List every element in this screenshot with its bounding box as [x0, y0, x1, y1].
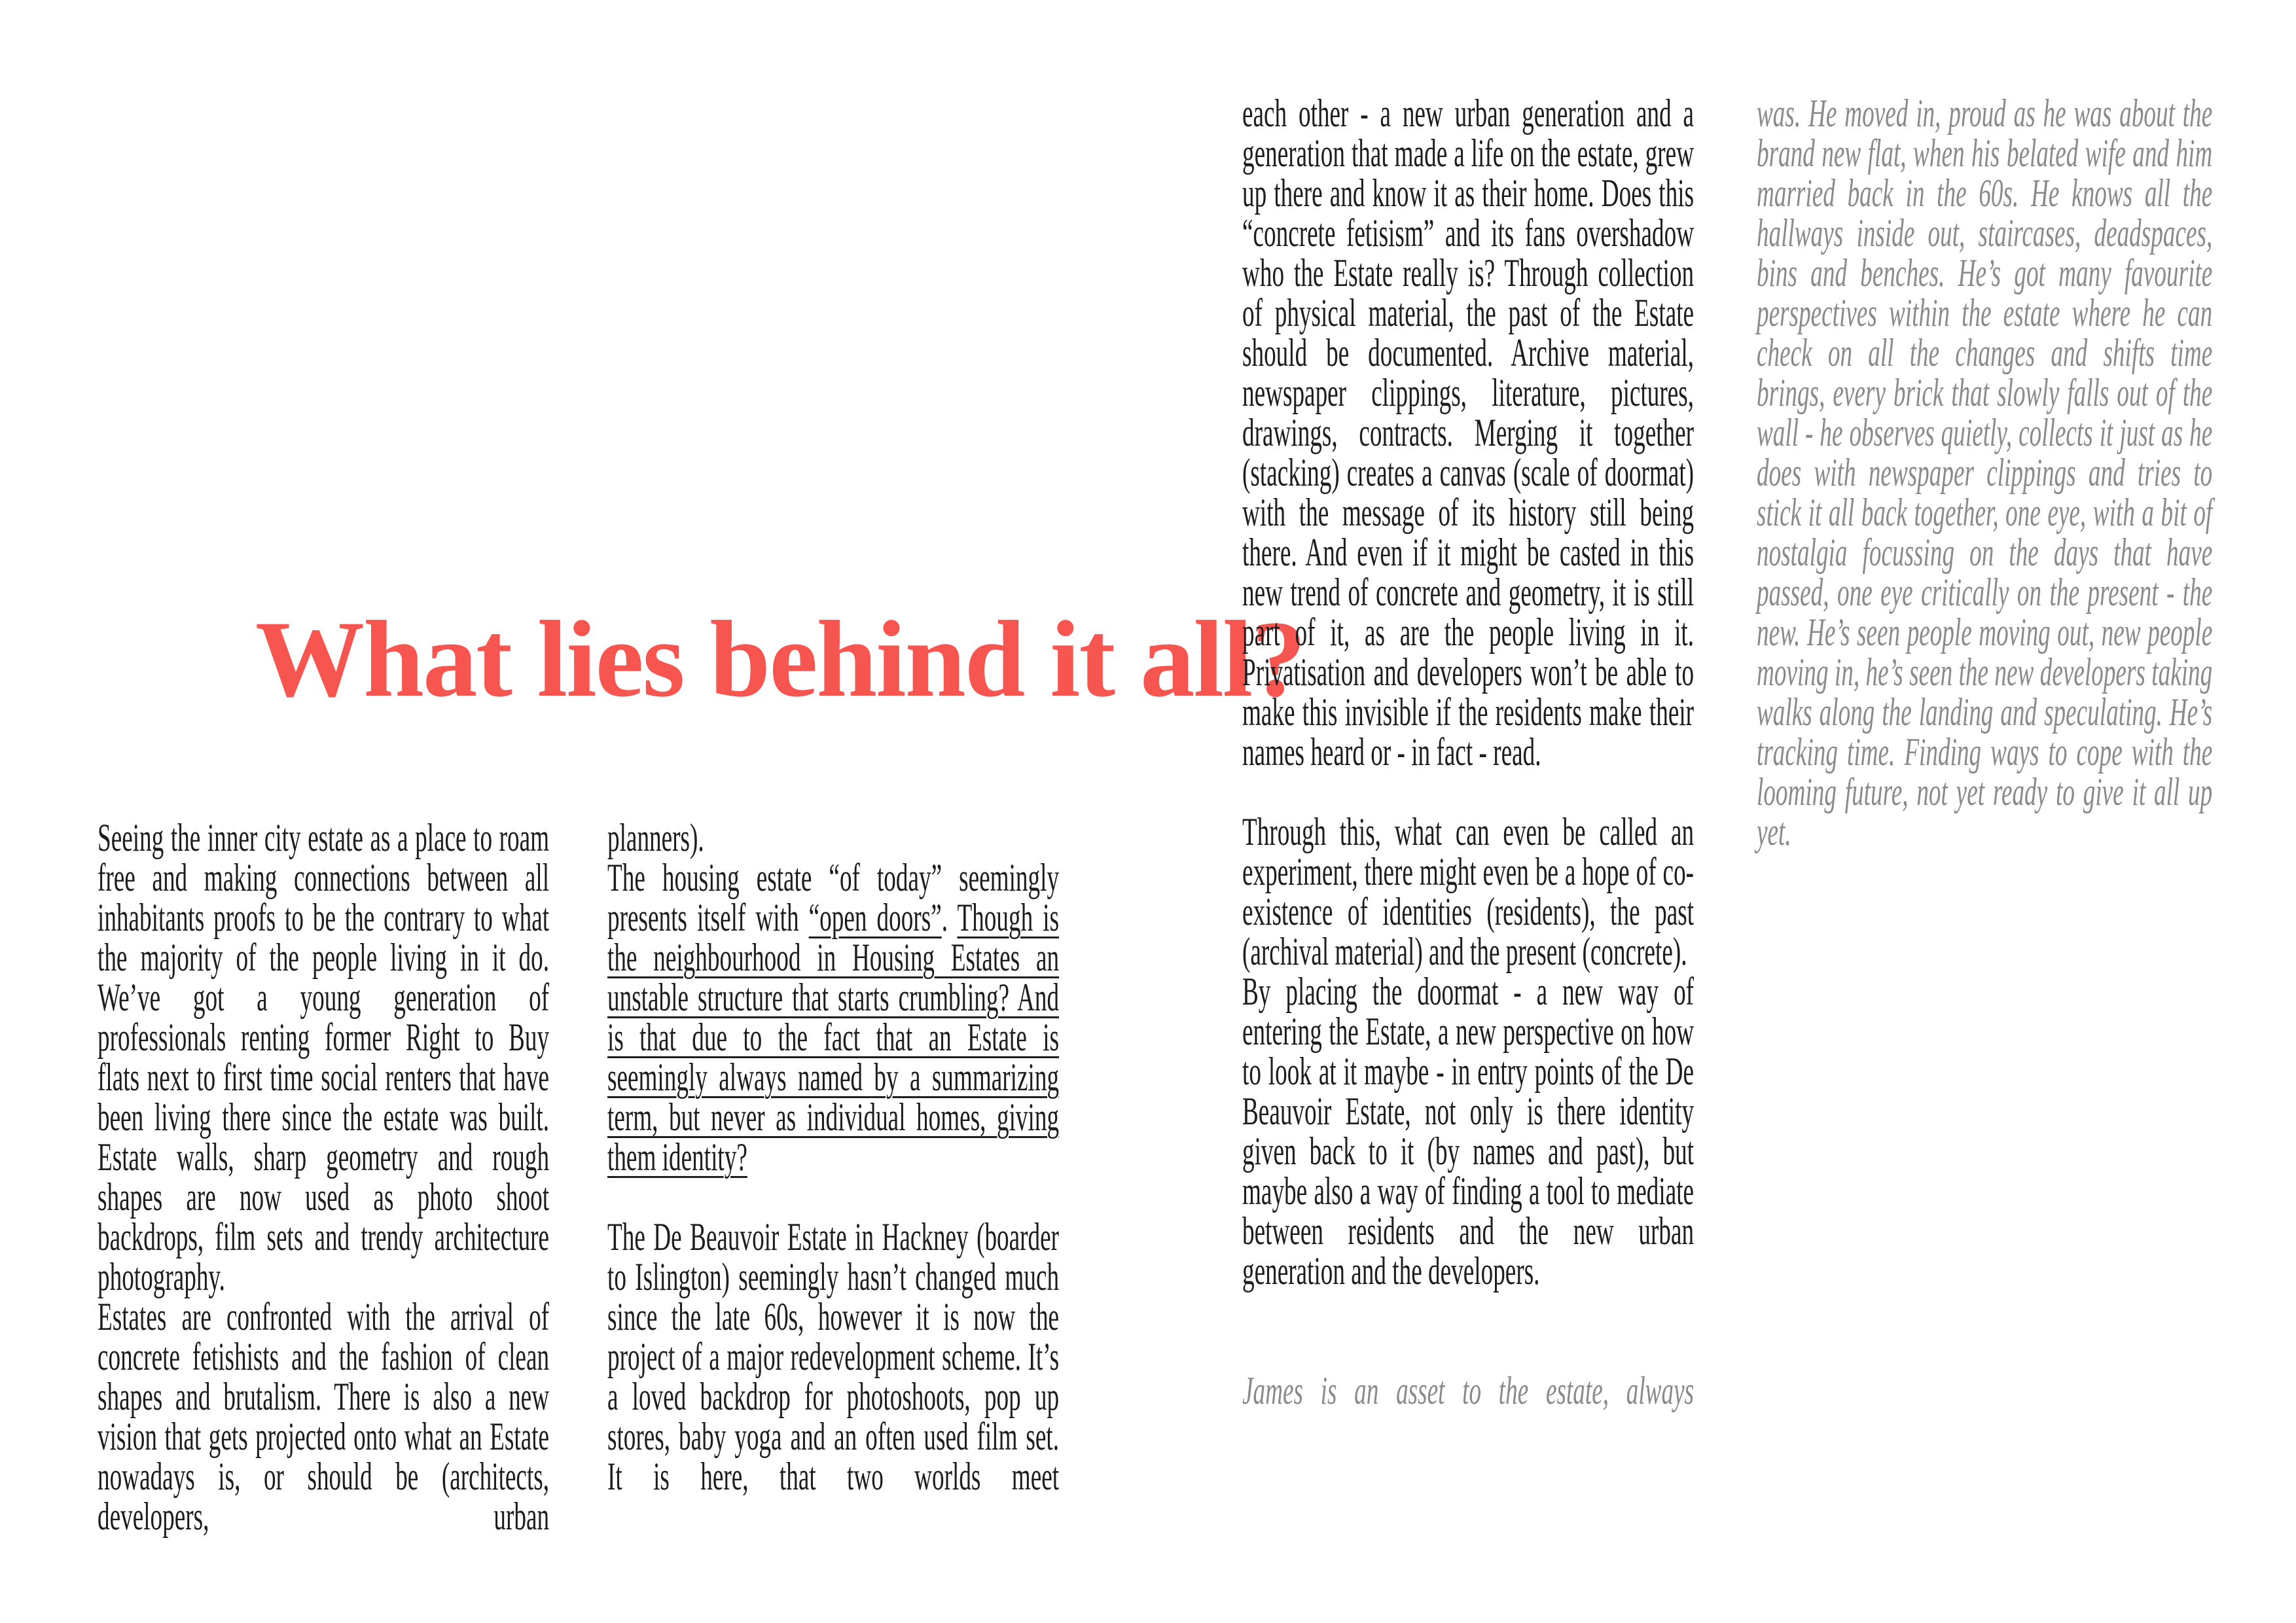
- paragraph: [607, 858, 1059, 1177]
- text-column-2: [607, 818, 1059, 1497]
- paragraph: [98, 1297, 549, 1537]
- text-column-3-content: [1242, 94, 1694, 1411]
- text-run: Estates are confronted with the arrival of concrete fetishists and the fashion of clean shapes and brutalism. There is also a new vision that gets projected onto what an Estate nowadays is, or should be (architects, developers, urban: [98, 1295, 550, 1538]
- text-column-1-content: [98, 818, 549, 1537]
- paragraph: [1242, 812, 1694, 972]
- text-run: Seeing the inner city estate as a place to roam free and making connections between all inhabitants proofs to be the contrary to what the majority of the people living in it do. We’ve got a young generation of professionals renting former Right to Buy flats next to first time social renters that have been living there since the estate was built. Estate walls, sharp geometry and rough shapes are now used as photo shoot backdrops, film sets and trendy architecture photography.: [98, 816, 550, 1298]
- text-column-4-content: [1757, 94, 2212, 852]
- paragraph: [98, 818, 549, 1297]
- text-run: The De Beauvoir Estate in Hackney (boarder to Islington) seemingly hasn’t changed much since the late 60s, however it is now the project of a major redevelopment scheme. It’s a loved backdrop for photoshoots, pop up stores, baby yoga and an often used film set. It is here, that two worlds meet: [607, 1215, 1060, 1498]
- paragraph: [1242, 94, 1694, 772]
- text-column-2-content: [607, 818, 1059, 1497]
- underlined-text-run: “open doors”: [808, 896, 942, 939]
- paragraph: [607, 1217, 1059, 1497]
- paragraph: [1242, 972, 1694, 1291]
- paragraph: [607, 818, 1059, 858]
- text-run: James is an asset to the estate, always: [1242, 1369, 1695, 1412]
- text-column-4: [1757, 94, 2212, 852]
- paragraph: [1757, 94, 2212, 852]
- text-run: each other - a new urban generation and a generation that made a life on the estate, grew up there and know it as their home. Does this “concrete fetisism” and its fans overshadow who the Estate really is? Through collection of physical material, the past of the Estate should be documented. Archive material, newspaper clippings, literature, pictures, drawings, contracts. Merging it together (stacking) creates a canvas (scale of doormat) with the message of its history still being there. And even if it might be casted in this new trend of concrete and geometry, it is still part of it, as are the people living in it. Privatisation and developers won’t be able to make this invisible if the residents make their names heard or - in fact - read.: [1242, 92, 1695, 774]
- page-title: What lies behind it all?: [255, 599, 1305, 720]
- text-run: The housing estate “of today” seemingly presents itself with: [607, 856, 1060, 939]
- text-run: was. He moved in, proud as he was about the brand new flat, when his belated wife and him married back in the 60s. He knows all the hallways inside out, staircases, deadspaces, bins and benches. He’s got many favourite perspectives within the estate where he can check on all the changes and shifts time brings, every brick that slowly falls out of the wall - he observes quietly, collects it just as he does with newspaper clippings and tries to stick it all back together, one eye, with a bit of nostalgia focussing on the days that have passed, one eye critically on the present - the new. He’s seen people moving out, new people moving in, he’s seen the new developers taking walks along the landing and speculating. He’s tracking time. Finding ways to cope with the looming future, not yet ready to give it all up yet.: [1757, 92, 2213, 853]
- text-column-3: [1242, 94, 1696, 1411]
- text-run: Through this, what can even be called an experiment, there might even be a hope of co-existence of identities (residents), the past (archival material) and the present (concrete).: [1242, 810, 1695, 973]
- text-run: planners).: [607, 816, 704, 859]
- text-run: By placing the doormat - a new way of entering the Estate, a new perspective on how to look at it maybe - in entry points of the De Beauvoir Estate, not only is there identity given back to it (by names and past), but maybe also a way of finding a tool to mediate between residents and the new urban generation and the developers.: [1242, 970, 1695, 1293]
- underlined-text-run: Though is the neighbourhood in Housing Estates an unstable structure that starts crumbling? And is that due to the fact that an Estate is seemingly always named by a summarizing term, but never as individual homes, giving them identity?: [607, 896, 1060, 1179]
- text-run: .: [941, 896, 958, 939]
- paragraph: [1242, 1371, 1694, 1411]
- text-column-1: [98, 818, 549, 1537]
